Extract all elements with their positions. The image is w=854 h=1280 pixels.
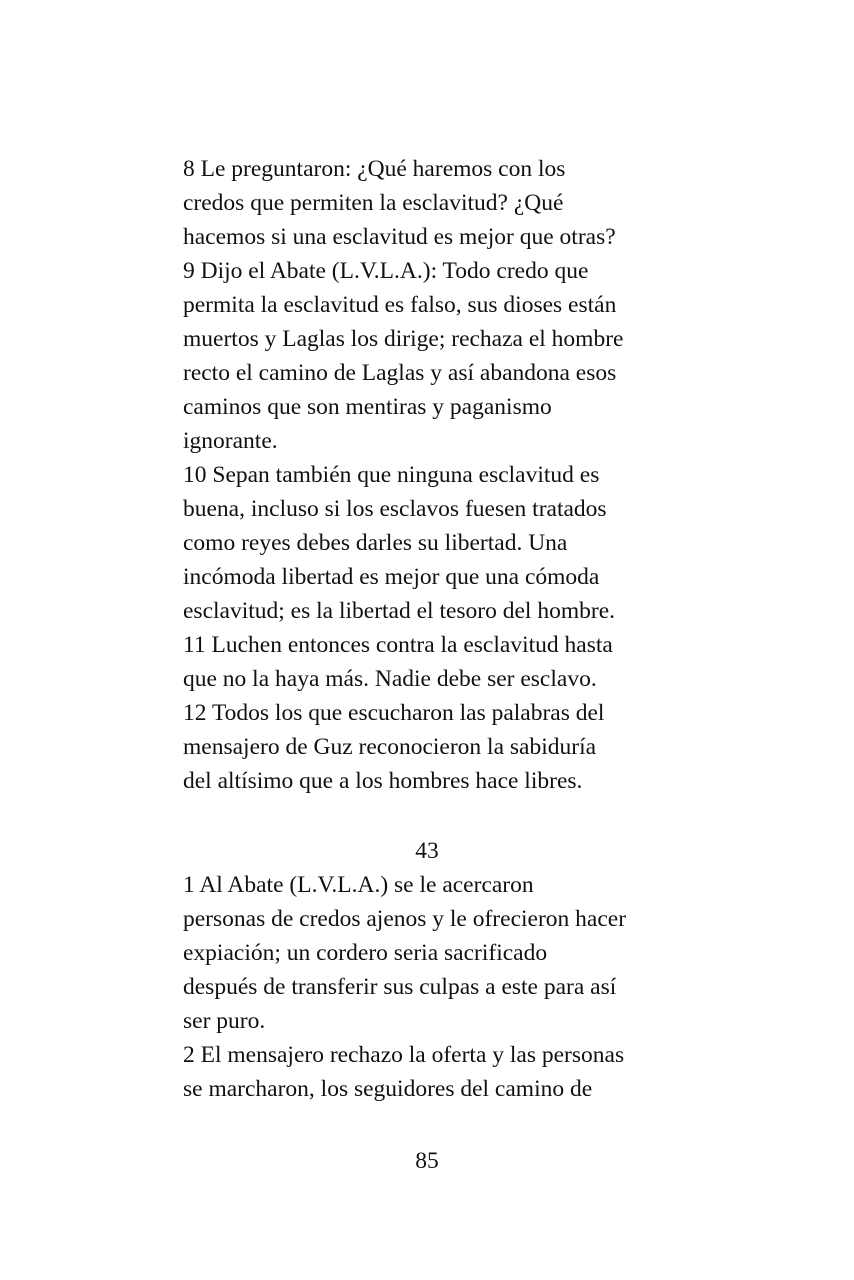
text-line: 10 Sepan también que ninguna esclavitud es — [183, 462, 600, 488]
text-line: permita la esclavitud es falso, sus dioses están — [183, 292, 617, 318]
text-line: recto el camino de Laglas y así abandona esos — [183, 360, 617, 386]
text-line: credos que permiten la esclavitud? ¿Qué — [183, 190, 564, 216]
text-line: personas de credos ajenos y le ofrecieron hacer — [183, 906, 627, 932]
text-line: incómoda libertad es mejor que una cómoda — [183, 564, 600, 590]
text-line: caminos que son mentiras y paganismo — [183, 394, 552, 420]
text-line: esclavitud; es la libertad el tesoro del hombre. — [183, 598, 615, 624]
text-line: ser puro. — [183, 1008, 266, 1034]
text-line: 12 Todos los que escucharon las palabras del — [183, 700, 605, 726]
text-line: hacemos si una esclavitud es mejor que otras? — [183, 224, 616, 250]
verses-block-chapter-42 — [183, 152, 683, 798]
text-line: mensajero de Guz reconocieron la sabiduría — [183, 734, 597, 760]
text-line: como reyes debes darles su libertad. Una — [183, 530, 568, 556]
text-line: 2 El mensajero rechazo la oferta y las personas — [183, 1042, 625, 1068]
text-line: se marcharon, los seguidores del camino de — [183, 1076, 593, 1102]
page-number: 85 — [415, 1148, 439, 1174]
text-line: que no la haya más. Nadie debe ser esclavo. — [183, 666, 597, 692]
text-line: ignorante. — [183, 428, 278, 454]
text-line: 1 Al Abate (L.V.L.A.) se le acercaron — [183, 872, 534, 898]
text-line: 8 Le preguntaron: ¿Qué haremos con los — [183, 156, 566, 182]
text-line: 11 Luchen entonces contra la esclavitud hasta — [183, 632, 613, 658]
text-line: buena, incluso si los esclavos fuesen tratados — [183, 496, 607, 522]
text-line: del altísimo que a los hombres hace libres. — [183, 768, 583, 794]
text-line: después de transferir sus culpas a este para así — [183, 974, 617, 1000]
chapter-number: 43 — [415, 838, 439, 864]
verses-block-chapter-43 — [183, 868, 683, 1106]
text-line: 9 Dijo el Abate (L.V.L.A.): Todo credo que — [183, 258, 589, 284]
text-line: expiación; un cordero seria sacrificado — [183, 940, 548, 966]
text-line: muertos y Laglas los dirige; rechaza el hombre — [183, 326, 624, 352]
